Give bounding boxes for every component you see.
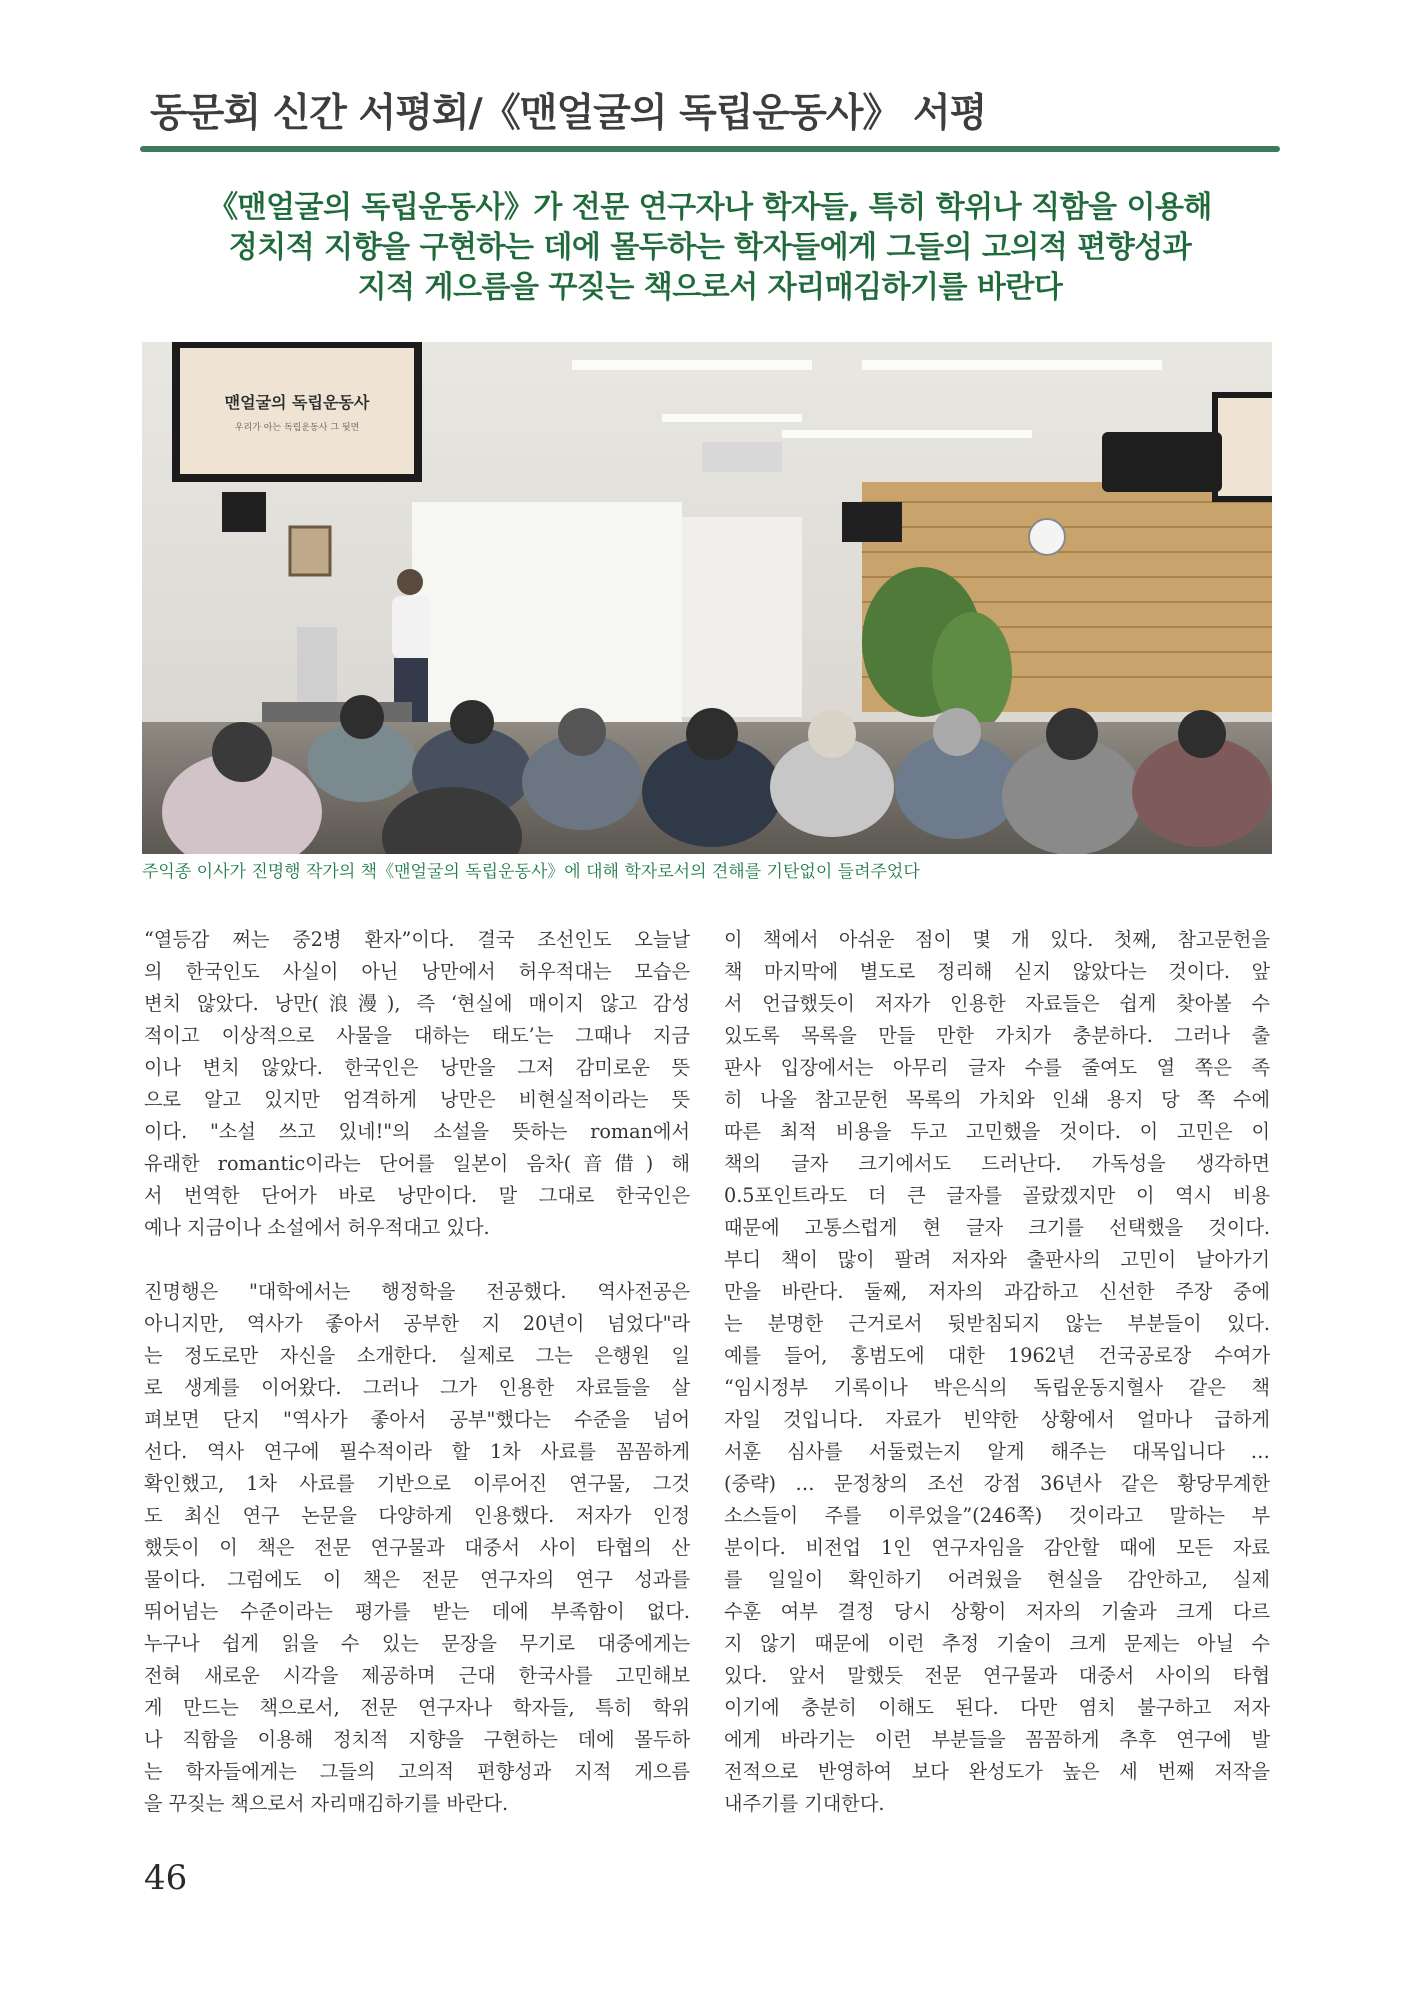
text-line: 이나 변치 않았다. 한국인은 낭만을 그저 감미로운 뜻 [144,1056,690,1079]
text-line: 에게 바라기는 이런 부분들을 꼼꼼하게 추후 연구에 발 [724,1728,1270,1751]
event-photo [142,342,1272,854]
text-line: “열등감 쩌는 중2병 환자”이다. 결국 조선인도 오늘날 [144,928,690,951]
text-line: 으로 알고 있지만 엄격하게 낭만은 비현실적이라는 뜻 [144,1088,690,1111]
text-line: 적이고 이상적으로 사물을 대하는 태도’는 그때나 지금 [144,1024,690,1047]
page-header [140,88,1280,152]
headline [140,188,1280,308]
text-line: 서 번역한 단어가 바로 낭만이다. 말 그대로 한국인은 [144,1184,690,1207]
headline-line: 정치적 지향을 구현하는 데에 몰두하는 학자들에게 그들의 고의적 편향성과 [228,230,1192,265]
right-column [724,924,1270,1820]
text-line: 전혀 새로운 시각을 제공하며 근대 한국사를 고민해보 [144,1664,690,1687]
text-line: 서훈 심사를 서둘렀는지 알게 해주는 대목입니다 … [724,1440,1270,1463]
text-line: 는 학자들에게는 그들의 고의적 편향성과 지적 게으름 [144,1760,690,1783]
text-line: 이기에 충분히 이해도 된다. 다만 염치 불구하고 저자 [724,1696,1270,1719]
text-line: 히 나올 참고문헌 목록의 가치와 인쇄 용지 당 쪽 수에 [724,1088,1270,1111]
paragraph [144,924,690,1244]
text-line: 0.5포인트라도 더 큰 글자를 골랐겠지만 이 역시 비용 [724,1184,1270,1207]
text-line: 때문에 고통스럽게 현 글자 크기를 선택했을 것이다. [724,1216,1270,1239]
text-line: 게 만드는 책으로서, 전문 연구자나 학자들, 특히 학위 [144,1696,690,1719]
text-line: 로 생계를 이어왔다. 그러나 그가 인용한 자료들을 살 [144,1376,690,1399]
screen-title: 맨얼굴의 독립운동사 [224,393,370,412]
text-line: 펴보면 단지 "역사가 좋아서 공부"했다는 수준을 넘어 [144,1408,690,1431]
paragraph [724,924,1270,1820]
text-line: 을 꾸짖는 책으로서 자리매김하기를 바란다. [144,1792,509,1815]
paragraph [144,1276,690,1820]
text-line: 나 직함을 이용해 정치적 지향을 구현하는 데에 몰두하 [144,1728,690,1751]
text-line: 를 일일이 확인하기 어려웠을 현실을 감안하고, 실제 [724,1568,1270,1591]
text-line: 예나 지금이나 소설에서 허우적대고 있다. [144,1216,490,1239]
text-line: 자일 것입니다. 자료가 빈약한 상황에서 얼마나 급하게 [724,1408,1270,1431]
text-line: 이다. "소설 쓰고 있네!"의 소설을 뜻하는 roman에서 [144,1120,690,1143]
text-line: 수훈 여부 결정 당시 상황이 저자의 기술과 크게 다르 [724,1600,1270,1623]
header-rule [140,146,1280,152]
left-column [144,924,690,1820]
text-line: 부디 책이 많이 팔려 저자와 출판사의 고민이 날아가기 [724,1248,1270,1271]
text-line: 따른 최적 비용을 두고 고민했을 것이다. 이 고민은 이 [724,1120,1270,1143]
text-line: 전적으로 반영하여 보다 완성도가 높은 세 번째 저작을 [724,1760,1270,1783]
page-number: 46 [144,1858,188,1898]
text-line: 의 한국인도 사실이 아닌 낭만에서 허우적대는 모습은 [144,960,690,983]
text-line: 내주기를 기대한다. [724,1792,885,1815]
text-line: 는 정도로만 자신을 소개한다. 실제로 그는 은행원 일 [144,1344,690,1367]
text-line: 유래한 romantic이라는 단어를 일본이 음차(音借) 해 [144,1152,690,1175]
text-line: 이 책에서 아쉬운 점이 몇 개 있다. 첫째, 참고문헌을 [724,928,1270,951]
text-line: 책 마지막에 별도로 정리해 싣지 않았다는 것이다. 앞 [724,960,1270,983]
text-line: (중략) … 문정창의 조선 강점 36년사 같은 황당무계한 [724,1472,1270,1495]
headline-line: 지적 게으름을 꾸짖는 책으로서 자리매김하기를 바란다 [357,270,1063,305]
text-line: “임시정부 기록이나 박은식의 독립운동지혈사 같은 책 [724,1376,1270,1399]
text-line: 판사 입장에서는 아무리 글자 수를 줄여도 열 쪽은 족 [724,1056,1270,1079]
text-line: 분이다. 비전업 1인 연구자임을 감안할 때에 모든 자료 [724,1536,1270,1559]
text-line: 물이다. 그럼에도 이 책은 전문 연구자의 연구 성과를 [144,1568,690,1591]
text-line: 만을 바란다. 둘째, 저자의 과감하고 신선한 주장 중에 [724,1280,1270,1303]
photo-caption: 주익종 이사가 진명행 작가의 책《맨얼굴의 독립운동사》에 대해 학자로서의 견해를 기탄없이 들려주었다 [142,862,920,882]
text-line: 책의 글자 크기에서도 드러난다. 가독성을 생각하면 [724,1152,1270,1175]
event-photo-illustration [142,342,1272,854]
text-line: 아니지만, 역사가 좋아서 공부한 지 20년이 넘었다"라 [144,1312,690,1335]
text-line: 뛰어넘는 수준이라는 평가를 받는 데에 부족함이 없다. [144,1600,690,1623]
screen-subtitle: 우리가 아는 독립운동사 그 뒷면 [234,423,360,433]
text-line: 누구나 쉽게 읽을 수 있는 문장을 무기로 대중에게는 [144,1632,690,1655]
text-line: 서 언급했듯이 저자가 인용한 자료들은 쉽게 찾아볼 수 [724,992,1270,1015]
text-line: 했듯이 이 책은 전문 연구물과 대중서 사이 타협의 산 [144,1536,690,1559]
text-line: 확인했고, 1차 사료를 기반으로 이루어진 연구물, 그것 [144,1472,690,1495]
headline-line: 《맨얼굴의 독립운동사》가 전문 연구자나 학자들, 특히 학위나 직함을 이용해 [208,190,1212,225]
text-line: 진명행은 "대학에서는 행정학을 전공했다. 역사전공은 [144,1280,690,1303]
text-line: 도 최신 연구 논문을 다양하게 인용했다. 저자가 인정 [144,1504,690,1527]
text-line: 는 분명한 근거로서 뒷받침되지 않는 부분들이 있다. [724,1312,1270,1335]
text-line: 있도록 목록을 만들 만한 가치가 충분하다. 그러나 출 [724,1024,1270,1047]
text-line: 선다. 역사 연구에 필수적이라 할 1차 사료를 꼼꼼하게 [144,1440,690,1463]
text-line: 소스들이 주를 이루었을”(246쪽) 것이라고 말하는 부 [724,1504,1270,1527]
text-line: 있다. 앞서 말했듯 전문 연구물과 대중서 사이의 타협 [724,1664,1270,1687]
text-line: 예를 들어, 홍범도에 대한 1962년 건국공로장 수여가 [724,1344,1270,1367]
section-title: 동문회 신간 서평회/《맨얼굴의 독립운동사》 서평 [150,91,987,136]
text-line: 변치 않았다. 낭만(浪漫), 즉 ‘현실에 매이지 않고 감성 [144,992,690,1015]
text-line: 지 않기 때문에 이런 추정 기술이 크게 문제는 아닐 수 [724,1632,1270,1655]
